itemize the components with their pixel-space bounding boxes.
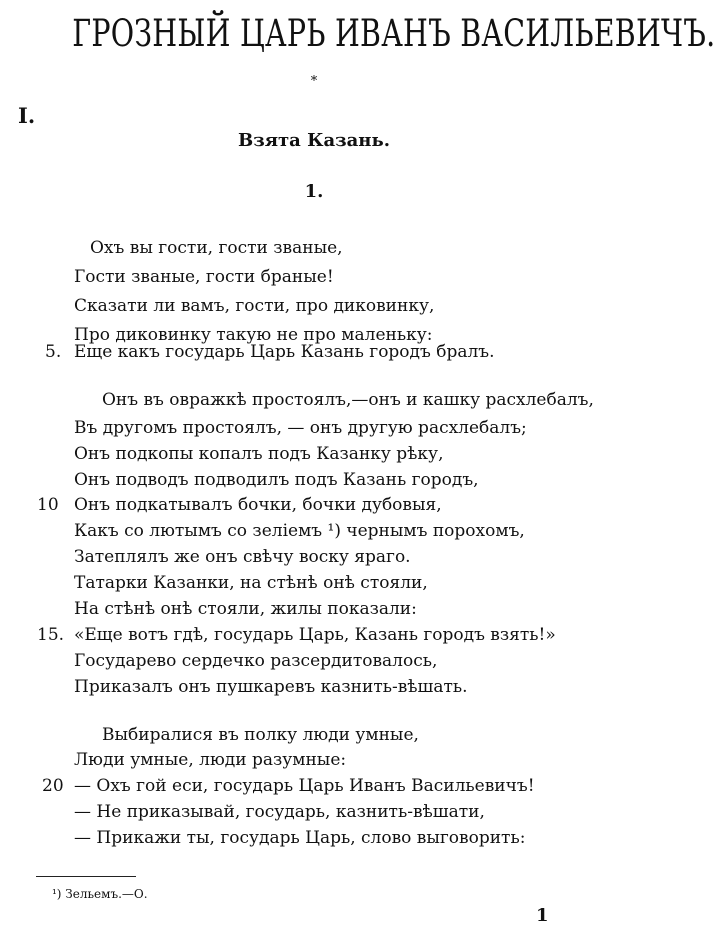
verse-line: Какъ со лютымъ со зелiемъ ¹) чернымъ порохомъ, [74,521,525,541]
verse-line: Онъ въ овражкѣ простоялъ,—онъ и кашку расхлебалъ, [102,390,594,410]
verse-line: Государево сердечко разсердитовалось, [74,651,438,671]
line-number: 5. [45,342,62,362]
verse-line: Еще какъ государь Царь Казань городъ бралъ. [74,342,495,362]
verse-line: Онъ подкопы копалъ подъ Казанку рѣку, [74,444,444,464]
verse-line: Сказати ли вамъ, гости, про диковинку, [74,296,435,316]
page-number: 1 [536,905,549,926]
verse-line: Затеплялъ же онъ свѣчу воску яраго. [74,547,411,567]
section-number: 1. [304,181,324,202]
ornament-asterisk: * [310,74,318,89]
verse-line: Про диковинку такую не про маленьку: [74,325,433,345]
verse-line: Онъ подкатывалъ бочки, бочки дубовыя, [74,495,442,515]
verse-line: «Еще вотъ гдѣ, государь Царь, Казань городъ взять!» [74,625,556,645]
verse-line: Выбиралися въ полку люди умные, [102,725,419,745]
part-numeral: I. [18,103,36,128]
page-title: ГРОЗНЫЙ ЦАРЬ ИВАНЪ ВАСИЛЬЕВИЧЪ. [72,12,715,55]
verse-line: Гости званые, гости браные! [74,267,334,287]
verse-line: Въ другомъ простоялъ, — онъ другую расхлебалъ; [74,418,527,438]
section-title: Взята Казань. [238,130,390,151]
line-number: 15. [37,625,65,645]
footnote: ¹) Зельемъ.—О. [52,887,148,901]
footnote-divider [36,876,136,877]
verse-line: — Не приказывай, государь, казнить-вѣшати, [74,802,485,822]
verse-line: — Охъ гой еси, государь Царь Иванъ Васильевичъ! [74,776,535,796]
verse-line: — Прикажи ты, государь Царь, слово выговорить: [74,828,526,848]
verse-line: На стѣнѣ онѣ стояли, жилы показали: [74,599,417,619]
verse-line: Люди умные, люди разумные: [74,750,347,770]
verse-line: Охъ вы гости, гости званые, [90,238,343,258]
verse-line: Татарки Казанки, на стѣнѣ онѣ стояли, [74,573,428,593]
line-number: 20 [42,776,64,796]
line-number: 10 [37,495,59,515]
verse-line: Приказалъ онъ пушкаревъ казнить-вѣшать. [74,677,468,697]
verse-line: Онъ подводъ подводилъ подъ Казань городъ, [74,470,479,490]
